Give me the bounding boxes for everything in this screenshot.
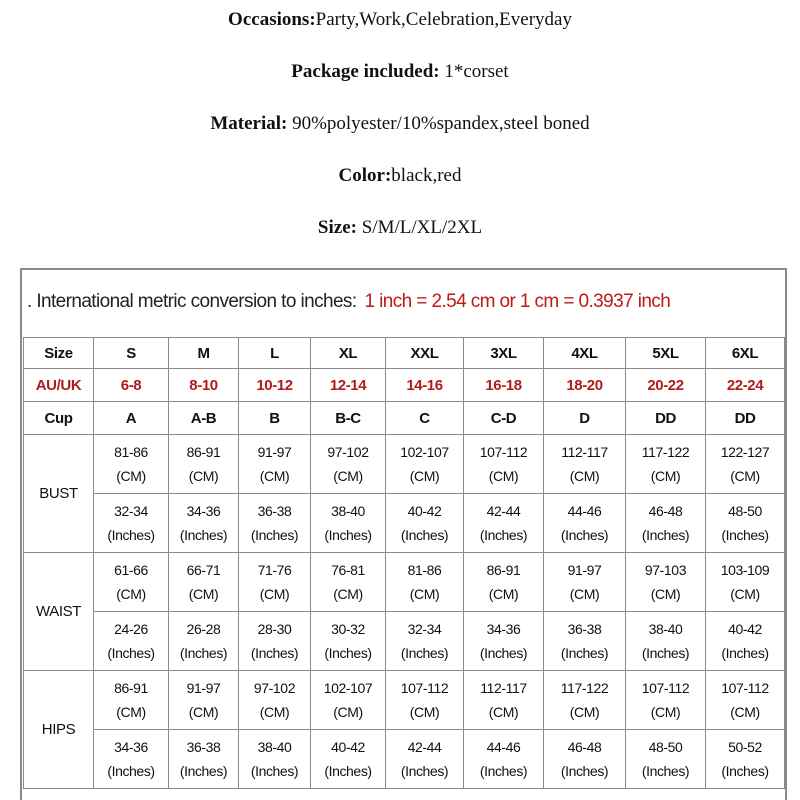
- size-cell: 4XL: [544, 338, 626, 369]
- range-value: 38-40: [257, 739, 292, 755]
- cup-cell: D: [544, 402, 626, 435]
- bust-inches-cell: [544, 494, 626, 553]
- hips-inches-cell: [94, 730, 169, 789]
- bust-cm-row: [24, 435, 785, 494]
- unit-label: (CM): [333, 468, 363, 484]
- unit-label: (CM): [116, 468, 146, 484]
- auuk-cell: 18-20: [544, 369, 626, 402]
- unit-label: (Inches): [107, 763, 155, 779]
- unit-label: (CM): [569, 586, 600, 602]
- range-value: 103-109: [720, 562, 770, 578]
- range-value: 122-127: [720, 444, 770, 460]
- unit-label: (Inches): [179, 763, 228, 779]
- unit-label: (Inches): [179, 527, 228, 543]
- size-cell: 3XL: [464, 338, 544, 369]
- bust-inches-cell: [464, 494, 544, 553]
- auuk-cell: 22-24: [706, 369, 785, 402]
- waist-inches-cell: [311, 612, 386, 671]
- unit-label: (CM): [409, 468, 440, 484]
- range-value: 117-122: [560, 680, 609, 696]
- bust-cm-cell: [464, 435, 544, 494]
- auuk-cell: 16-18: [464, 369, 544, 402]
- waist-inches-cell: [94, 612, 169, 671]
- size-cell: M: [169, 338, 239, 369]
- unit-label: (CM): [409, 704, 440, 720]
- spec-color-value: black,red: [391, 165, 462, 186]
- range-value: 32-34: [114, 503, 148, 519]
- unit-label: (CM): [488, 704, 519, 720]
- conversion-text: . International metric conversion to inches:: [27, 291, 357, 312]
- hips-cm-cell: [386, 671, 464, 730]
- unit-label: (Inches): [479, 645, 528, 661]
- range-value: 86-91: [114, 680, 148, 696]
- unit-label: (Inches): [641, 763, 690, 779]
- spec-package-label: Package included:: [291, 61, 440, 82]
- spec-size-label: Size:: [317, 217, 357, 238]
- bust-inches-cell: [94, 494, 169, 553]
- unit-label: (CM): [730, 704, 760, 720]
- cup-label: Cup: [24, 402, 94, 435]
- range-value: 40-42: [407, 503, 442, 519]
- unit-label: (CM): [409, 586, 440, 602]
- unit-label: (Inches): [324, 763, 372, 779]
- range-value: 86-91: [486, 562, 521, 578]
- spec-material: [0, 112, 800, 136]
- unit-label: (Inches): [400, 645, 449, 661]
- range-value: 66-71: [186, 562, 221, 578]
- range-value: 107-112: [641, 680, 690, 696]
- cup-cell: A-B: [169, 402, 239, 435]
- auuk-cell: 6-8: [94, 369, 169, 402]
- unit-label: (Inches): [250, 763, 299, 779]
- range-value: 50-52: [728, 739, 762, 755]
- waist-cm-cell: [706, 553, 785, 612]
- spec-occasions-label: Occasions:: [228, 9, 316, 30]
- auuk-cell: 14-16: [386, 369, 464, 402]
- range-value: 112-117: [561, 444, 608, 460]
- range-value: 40-42: [331, 739, 365, 755]
- waist-inches-cell: [239, 612, 311, 671]
- size-cell: S: [94, 338, 169, 369]
- size-label: Size: [24, 338, 94, 369]
- unit-label: (CM): [116, 586, 146, 602]
- waist-cm-row: [24, 553, 785, 612]
- bust-inches-cell: [626, 494, 706, 553]
- hips-cm-row: [24, 671, 785, 730]
- spec-material-value: 90%polyester/10%spandex,steel boned: [287, 113, 590, 134]
- waist-cm-cell: [544, 553, 626, 612]
- waist-inches-cell: [386, 612, 464, 671]
- hips-cm-cell: [544, 671, 626, 730]
- range-value: 36-38: [567, 621, 602, 637]
- bust-inches-cell: [169, 494, 239, 553]
- hips-cm-cell: [311, 671, 386, 730]
- spec-occasions: [0, 8, 800, 32]
- size-cell: XXL: [386, 338, 464, 369]
- range-value: 38-40: [331, 503, 365, 519]
- unit-label: (Inches): [560, 527, 609, 543]
- cup-cell: B: [239, 402, 311, 435]
- unit-label: (Inches): [179, 645, 228, 661]
- bust-cm-cell: [386, 435, 464, 494]
- hips-inches-cell: [239, 730, 311, 789]
- spec-color-label: Color:: [338, 165, 392, 186]
- unit-label: (Inches): [107, 645, 155, 661]
- range-value: 34-36: [114, 739, 148, 755]
- size-table-body: [24, 338, 785, 789]
- hips-inches-cell: [544, 730, 626, 789]
- unit-label: (CM): [650, 586, 681, 602]
- unit-label: (CM): [650, 704, 681, 720]
- hips-cm-cell: [169, 671, 239, 730]
- range-value: 46-48: [567, 739, 602, 755]
- unit-label: (CM): [259, 704, 290, 720]
- bust-cm-cell: [94, 435, 169, 494]
- bust-cm-cell: [311, 435, 386, 494]
- waist-inches-cell: [706, 612, 785, 671]
- unit-label: (Inches): [324, 645, 372, 661]
- bust-inches-cell: [386, 494, 464, 553]
- range-value: 44-46: [567, 503, 602, 519]
- range-value: 102-107: [323, 680, 373, 696]
- unit-label: (Inches): [400, 527, 449, 543]
- cup-row: [24, 402, 785, 435]
- cup-cell: C-D: [464, 402, 544, 435]
- range-value: 24-26: [114, 621, 148, 637]
- unit-label: (CM): [188, 468, 219, 484]
- spec-material-label: Material:: [210, 113, 288, 134]
- unit-label: (CM): [650, 468, 681, 484]
- unit-label: (CM): [188, 586, 219, 602]
- auuk-row: [24, 369, 785, 402]
- range-value: 81-86: [114, 444, 148, 460]
- unit-label: (Inches): [324, 527, 372, 543]
- unit-label: (CM): [259, 586, 290, 602]
- range-value: 48-50: [728, 503, 762, 519]
- conversion-note: [27, 291, 670, 313]
- range-value: 86-91: [186, 444, 221, 460]
- range-value: 40-42: [728, 621, 762, 637]
- range-value: 97-102: [327, 444, 369, 460]
- bust-cm-cell: [626, 435, 706, 494]
- hips-cm-cell: [626, 671, 706, 730]
- hips-label: HIPS: [24, 671, 94, 789]
- unit-label: (CM): [188, 704, 219, 720]
- waist-inches-cell: [626, 612, 706, 671]
- spec-package: [0, 60, 800, 84]
- range-value: 61-66: [114, 562, 148, 578]
- spec-package-value: 1*corset: [439, 61, 509, 82]
- unit-label: (Inches): [107, 527, 155, 543]
- waist-cm-cell: [169, 553, 239, 612]
- unit-label: (CM): [333, 586, 363, 602]
- unit-label: (Inches): [250, 645, 299, 661]
- range-value: 107-112: [479, 444, 528, 460]
- hips-inches-row: [24, 730, 785, 789]
- range-value: 107-112: [721, 680, 769, 696]
- conversion-highlight: 1 inch = 2.54 cm or 1 cm = 0.3937 inch: [364, 291, 671, 312]
- range-value: 76-81: [331, 562, 365, 578]
- range-value: 117-122: [641, 444, 690, 460]
- hips-cm-cell: [94, 671, 169, 730]
- bust-label: BUST: [24, 435, 94, 553]
- auuk-cell: 8-10: [169, 369, 239, 402]
- range-value: 42-44: [407, 739, 442, 755]
- hips-inches-cell: [626, 730, 706, 789]
- unit-label: (Inches): [721, 763, 769, 779]
- hips-inches-cell: [706, 730, 785, 789]
- hips-cm-cell: [464, 671, 544, 730]
- range-value: 26-28: [186, 621, 221, 637]
- spec-color: [0, 164, 800, 188]
- range-value: 112-117: [480, 680, 527, 696]
- range-value: 91-97: [186, 680, 221, 696]
- range-value: 91-97: [257, 444, 292, 460]
- range-value: 102-107: [400, 444, 449, 460]
- unit-label: (Inches): [721, 645, 769, 661]
- range-value: 38-40: [648, 621, 683, 637]
- unit-label: (CM): [730, 468, 760, 484]
- size-cell: 5XL: [626, 338, 706, 369]
- size-cell: XL: [311, 338, 386, 369]
- hips-inches-cell: [386, 730, 464, 789]
- waist-cm-cell: [311, 553, 386, 612]
- waist-inches-cell: [464, 612, 544, 671]
- hips-cm-cell: [706, 671, 785, 730]
- unit-label: (Inches): [641, 527, 690, 543]
- waist-label: WAIST: [24, 553, 94, 671]
- bust-cm-cell: [239, 435, 311, 494]
- range-value: 91-97: [567, 562, 602, 578]
- range-value: 97-102: [253, 680, 296, 696]
- waist-cm-cell: [239, 553, 311, 612]
- range-value: 46-48: [648, 503, 683, 519]
- bust-inches-cell: [239, 494, 311, 553]
- size-table: [23, 337, 785, 789]
- unit-label: (CM): [333, 704, 363, 720]
- waist-inches-cell: [544, 612, 626, 671]
- hips-inches-cell: [311, 730, 386, 789]
- range-value: 48-50: [648, 739, 683, 755]
- range-value: 32-34: [407, 621, 442, 637]
- unit-label: (Inches): [560, 763, 609, 779]
- auuk-cell: 12-14: [311, 369, 386, 402]
- waist-inches-cell: [169, 612, 239, 671]
- unit-label: (Inches): [641, 645, 690, 661]
- spec-size-value: S/M/L/XL/2XL: [356, 217, 483, 238]
- auuk-cell: 10-12: [239, 369, 311, 402]
- range-value: 71-76: [257, 562, 292, 578]
- waist-cm-cell: [386, 553, 464, 612]
- waist-cm-cell: [626, 553, 706, 612]
- cup-cell: DD: [626, 402, 706, 435]
- cup-cell: B-C: [311, 402, 386, 435]
- bust-cm-cell: [544, 435, 626, 494]
- waist-cm-cell: [464, 553, 544, 612]
- bust-cm-cell: [169, 435, 239, 494]
- bust-cm-cell: [706, 435, 785, 494]
- spec-occasions-value: Party,Work,Celebration,Everyday: [315, 9, 572, 30]
- unit-label: (Inches): [250, 527, 299, 543]
- unit-label: (CM): [730, 586, 760, 602]
- unit-label: (CM): [569, 468, 600, 484]
- waist-inches-row: [24, 612, 785, 671]
- size-cell: 6XL: [706, 338, 785, 369]
- unit-label: (Inches): [400, 763, 449, 779]
- unit-label: (CM): [488, 468, 519, 484]
- cup-cell: A: [94, 402, 169, 435]
- bust-inches-cell: [311, 494, 386, 553]
- auuk-cell: 20-22: [626, 369, 706, 402]
- range-value: 34-36: [486, 621, 521, 637]
- range-value: 36-38: [186, 739, 221, 755]
- unit-label: (CM): [569, 704, 600, 720]
- auuk-label: AU/UK: [24, 369, 94, 402]
- hips-inches-cell: [464, 730, 544, 789]
- range-value: 36-38: [257, 503, 292, 519]
- unit-label: (Inches): [721, 527, 769, 543]
- waist-cm-cell: [94, 553, 169, 612]
- range-value: 97-103: [644, 562, 687, 578]
- size-cell: L: [239, 338, 311, 369]
- range-value: 42-44: [486, 503, 521, 519]
- size-row: [24, 338, 785, 369]
- cup-cell: C: [386, 402, 464, 435]
- unit-label: (CM): [488, 586, 519, 602]
- cup-cell: DD: [706, 402, 785, 435]
- hips-inches-cell: [169, 730, 239, 789]
- unit-label: (Inches): [479, 527, 528, 543]
- bust-inches-cell: [706, 494, 785, 553]
- range-value: 30-32: [331, 621, 365, 637]
- unit-label: (CM): [259, 468, 290, 484]
- range-value: 44-46: [486, 739, 521, 755]
- bust-inches-row: [24, 494, 785, 553]
- unit-label: (CM): [116, 704, 146, 720]
- range-value: 107-112: [400, 680, 449, 696]
- spec-size: [0, 216, 800, 240]
- range-value: 34-36: [186, 503, 221, 519]
- hips-cm-cell: [239, 671, 311, 730]
- range-value: 81-86: [407, 562, 442, 578]
- range-value: 28-30: [257, 621, 292, 637]
- unit-label: (Inches): [560, 645, 609, 661]
- unit-label: (Inches): [479, 763, 528, 779]
